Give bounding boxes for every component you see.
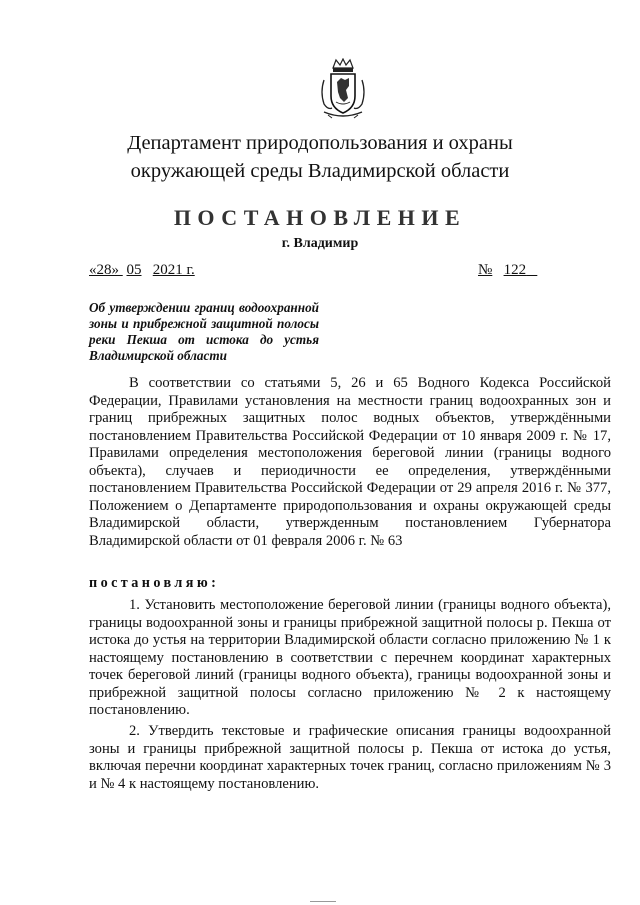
date-open-quote: « bbox=[89, 262, 97, 278]
preamble-paragraph: В соответствии со статьями 5, 26 и 65 Водного Кодекса Российской Федерации, Правилами установления на местности границ водоохранных зон и границ прибрежных защитных полос водных объектов, утверждёнными постановлением Правительства Российской Федерации от 10 января 2009 г. № 17, Правилами определения местоположения береговой линии (границы водного объекта), случаев и периодичности ее определения, утверждёнными постановлением Правительства Российской Федерации от 29 апреля 2016 г. № 377, Положением о Департаменте природопользования и охраны окружающей среды Владимирской области, утвержденным постановлением Губернатора Владимирской области от 01 февраля 2006 г. № 63 bbox=[89, 375, 611, 549]
city-name: г. Владимир bbox=[281, 236, 359, 251]
document-subject: Об утверждении границ водоохранной зоны и прибрежной защитной полосы реки Пекша от истока до устья Владимирской области bbox=[89, 300, 319, 363]
department-name-line-1: Департамент природопользования и охраны bbox=[127, 132, 513, 154]
document-number bbox=[478, 262, 537, 279]
number-value: 122 bbox=[503, 262, 527, 278]
decree-word: постановляю: bbox=[89, 575, 220, 591]
date-close-quote: » bbox=[111, 262, 123, 278]
footer-divider bbox=[310, 901, 336, 902]
department-name-line-2: окружающей среды Владимирской области bbox=[130, 160, 510, 182]
date-year: 2021 г. bbox=[152, 262, 195, 278]
item-1-paragraph: 1. Установить местоположение береговой линии (границы водного объекта), границы водоохранной зоны и границы прибрежной защитной полосы р. Пекша от истока до устья на территории Владимирской области согласно приложению № 1 к настоящему постановлению в соответствии с перечнем координат характерных точек береговой линий (границы водного объекта), границы водоохранной зоны и прибрежной защитной полосы согласно приложению № 2 к настоящему постановлению. bbox=[89, 597, 611, 718]
date-day: 28 bbox=[96, 262, 112, 278]
date-month: 05 bbox=[126, 262, 142, 278]
coat-of-arms-emblem bbox=[318, 58, 368, 120]
document-type-title: ПОСТАНОВЛЕНИЕ bbox=[173, 205, 467, 230]
document-date bbox=[89, 262, 195, 279]
item-2-paragraph: 2. Утвердить текстовые и графические описания границы водоохранной зоны и границы прибрежной защитной полосы р. Пекша от истока до устья, включая перечни координат характерных точек границ, согласно приложениям № 3 и № 4 к настоящему постановлению. bbox=[89, 723, 611, 792]
number-label: № bbox=[478, 262, 493, 278]
